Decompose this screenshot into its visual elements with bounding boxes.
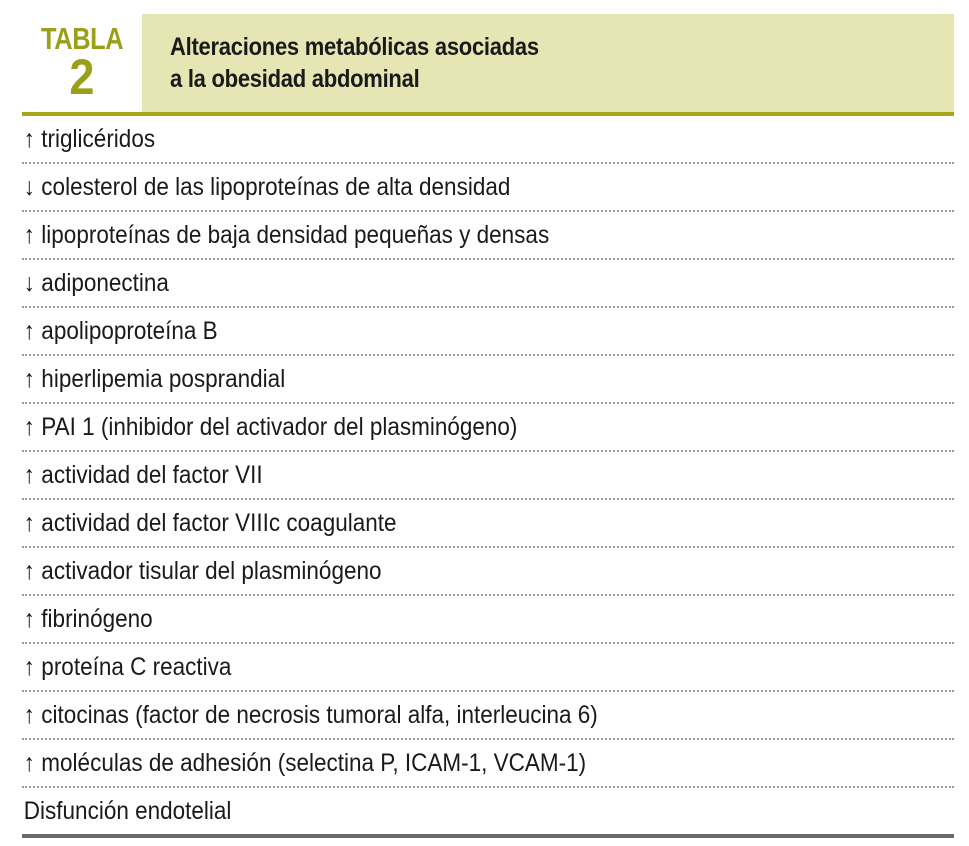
- row-text: ↑ PAI 1 (inhibidor del activador del plasminógeno): [23, 412, 518, 441]
- table-row: [22, 164, 954, 212]
- table-row: [22, 548, 954, 596]
- table-row: [22, 596, 954, 644]
- row-text: ↑ triglicéridos: [23, 124, 156, 153]
- row-text: ↑ moléculas de adhesión (selectina P, ICAM-1, VCAM-1): [23, 748, 587, 777]
- row-text: ↓ colesterol de las lipoproteínas de alta densidad: [23, 172, 511, 201]
- row-text: ↑ hiperlipemia posprandial: [23, 364, 286, 393]
- table-row: [22, 452, 954, 500]
- table-row: [22, 692, 954, 740]
- table-row: [22, 356, 954, 404]
- row-text: ↑ actividad del factor VII: [23, 460, 263, 489]
- row-text: ↑ citocinas (factor de necrosis tumoral alfa, interleucina 6): [23, 700, 598, 729]
- table-row: [22, 788, 954, 834]
- row-text: ↑ apolipoproteína B: [23, 316, 218, 345]
- table-row: [22, 308, 954, 356]
- table-row: [22, 500, 954, 548]
- table-row: [22, 260, 954, 308]
- table-label-number: 2: [69, 49, 95, 105]
- row-text: ↑ fibrinógeno: [23, 604, 153, 633]
- table-row: [22, 740, 954, 788]
- bottom-rule: [22, 834, 954, 838]
- table-row: [22, 644, 954, 692]
- table-header: [22, 14, 954, 116]
- row-text: ↑ activador tisular del plasminógeno: [23, 556, 382, 585]
- table-label: [22, 14, 142, 112]
- table-row: [22, 404, 954, 452]
- table-title-block: [142, 14, 954, 112]
- metabolic-alterations-table: [22, 14, 954, 838]
- row-text: ↓ adiponectina: [23, 268, 169, 297]
- table-title-line-1: Alteraciones metabólicas asociadas: [170, 33, 539, 61]
- row-text: ↑ actividad del factor VIIIc coagulante: [23, 508, 397, 537]
- table-title: [170, 31, 539, 95]
- row-text: Disfunción endotelial: [23, 796, 232, 825]
- row-text: ↑ proteína C reactiva: [23, 652, 232, 681]
- table-row: [22, 116, 954, 164]
- table-row: [22, 212, 954, 260]
- table-title-line-2: a la obesidad abdominal: [170, 65, 420, 93]
- row-text: ↑ lipoproteínas de baja densidad pequeñas y densas: [23, 220, 550, 249]
- table-label-word: TABLA: [40, 21, 124, 56]
- table-rows: [22, 116, 954, 834]
